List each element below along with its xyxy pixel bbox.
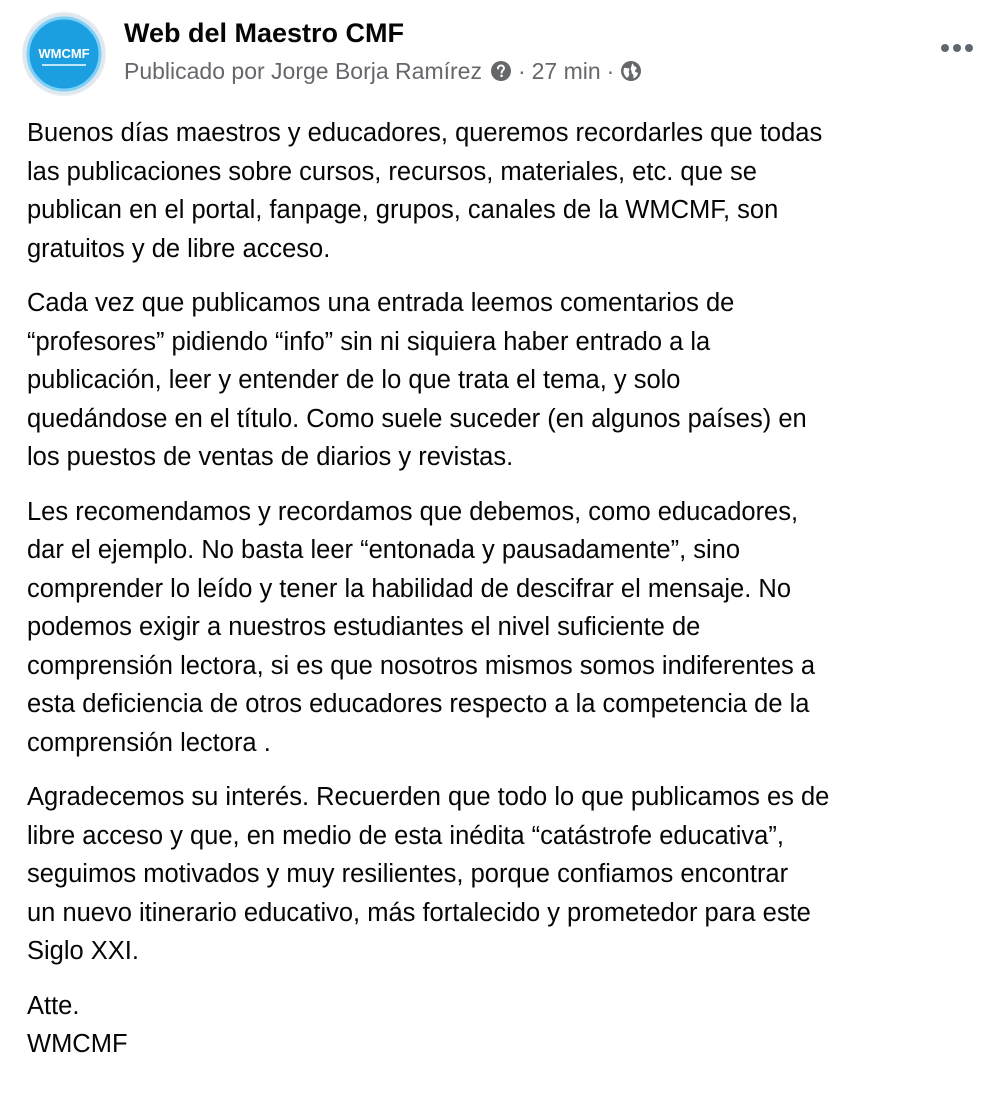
- post-paragraph: Agradecemos su interés. Recuerden que todo lo que publicamos es de libre acceso y que, en medio de esta inédita “catástrofe educativa”, seguimos motivados y muy resilientes, porque confiamos encontrar un nuevo itinerario educativo, más fortalecido y prometedor para este Siglo XXI.: [27, 783, 830, 965]
- post-paragraph: Les recomendamos y recordamos que debemos, como educadores, dar el ejemplo. No basta leer “entonada y pausadamente”, sino comprender lo leído y tener la habilidad de descifrar el mensaje. No podemos exigir a nuestros estudiantes el nivel suficiente de comprensión lectora, si es que nosotros mismos somos indiferentes a esta deficiencia de otros educadores respecto a la competencia de la comprensión lectora .: [27, 497, 816, 757]
- more-horizontal-icon: [939, 39, 975, 57]
- meta-separator: ·: [606, 57, 615, 84]
- more-options-button[interactable]: [937, 30, 977, 66]
- wmcmf-logo-icon: [22, 12, 106, 96]
- post-paragraph: Buenos días maestros y educadores, queremos recordarles que todas las publicaciones sobre cursos, recursos, materiales, etc. que se publican en el portal, fanpage, grupos, canales de la WMCMF, son gratuitos y de libre acceso.: [27, 119, 823, 263]
- meta-separator: ·: [517, 57, 526, 84]
- post-meta: [124, 56, 642, 86]
- globe-icon[interactable]: [620, 60, 642, 82]
- post-paragraph: Cada vez que publicamos una entrada leemos comentarios de “profesores” pidiendo “info” sin ni siquiera haber entrado a la publicación, leer y entender de lo que trata el tema, y solo quedándose en el título. Como suele suceder (en algunos países) en los puestos de ventas de diarios y revistas.: [27, 289, 807, 471]
- avatar-logo-text: WMCMF: [38, 46, 90, 61]
- page-name[interactable]: Web del Maestro CMF: [124, 18, 405, 48]
- post-header: [22, 12, 977, 96]
- page-avatar[interactable]: [22, 12, 106, 96]
- post-time[interactable]: 27 min: [531, 57, 601, 84]
- post-body: [27, 114, 977, 1064]
- question-circle-icon[interactable]: [490, 60, 512, 82]
- post-signature: Atte. WMCMF: [27, 991, 128, 1058]
- published-by-text: Publicado por Jorge Borja Ramírez: [124, 57, 482, 84]
